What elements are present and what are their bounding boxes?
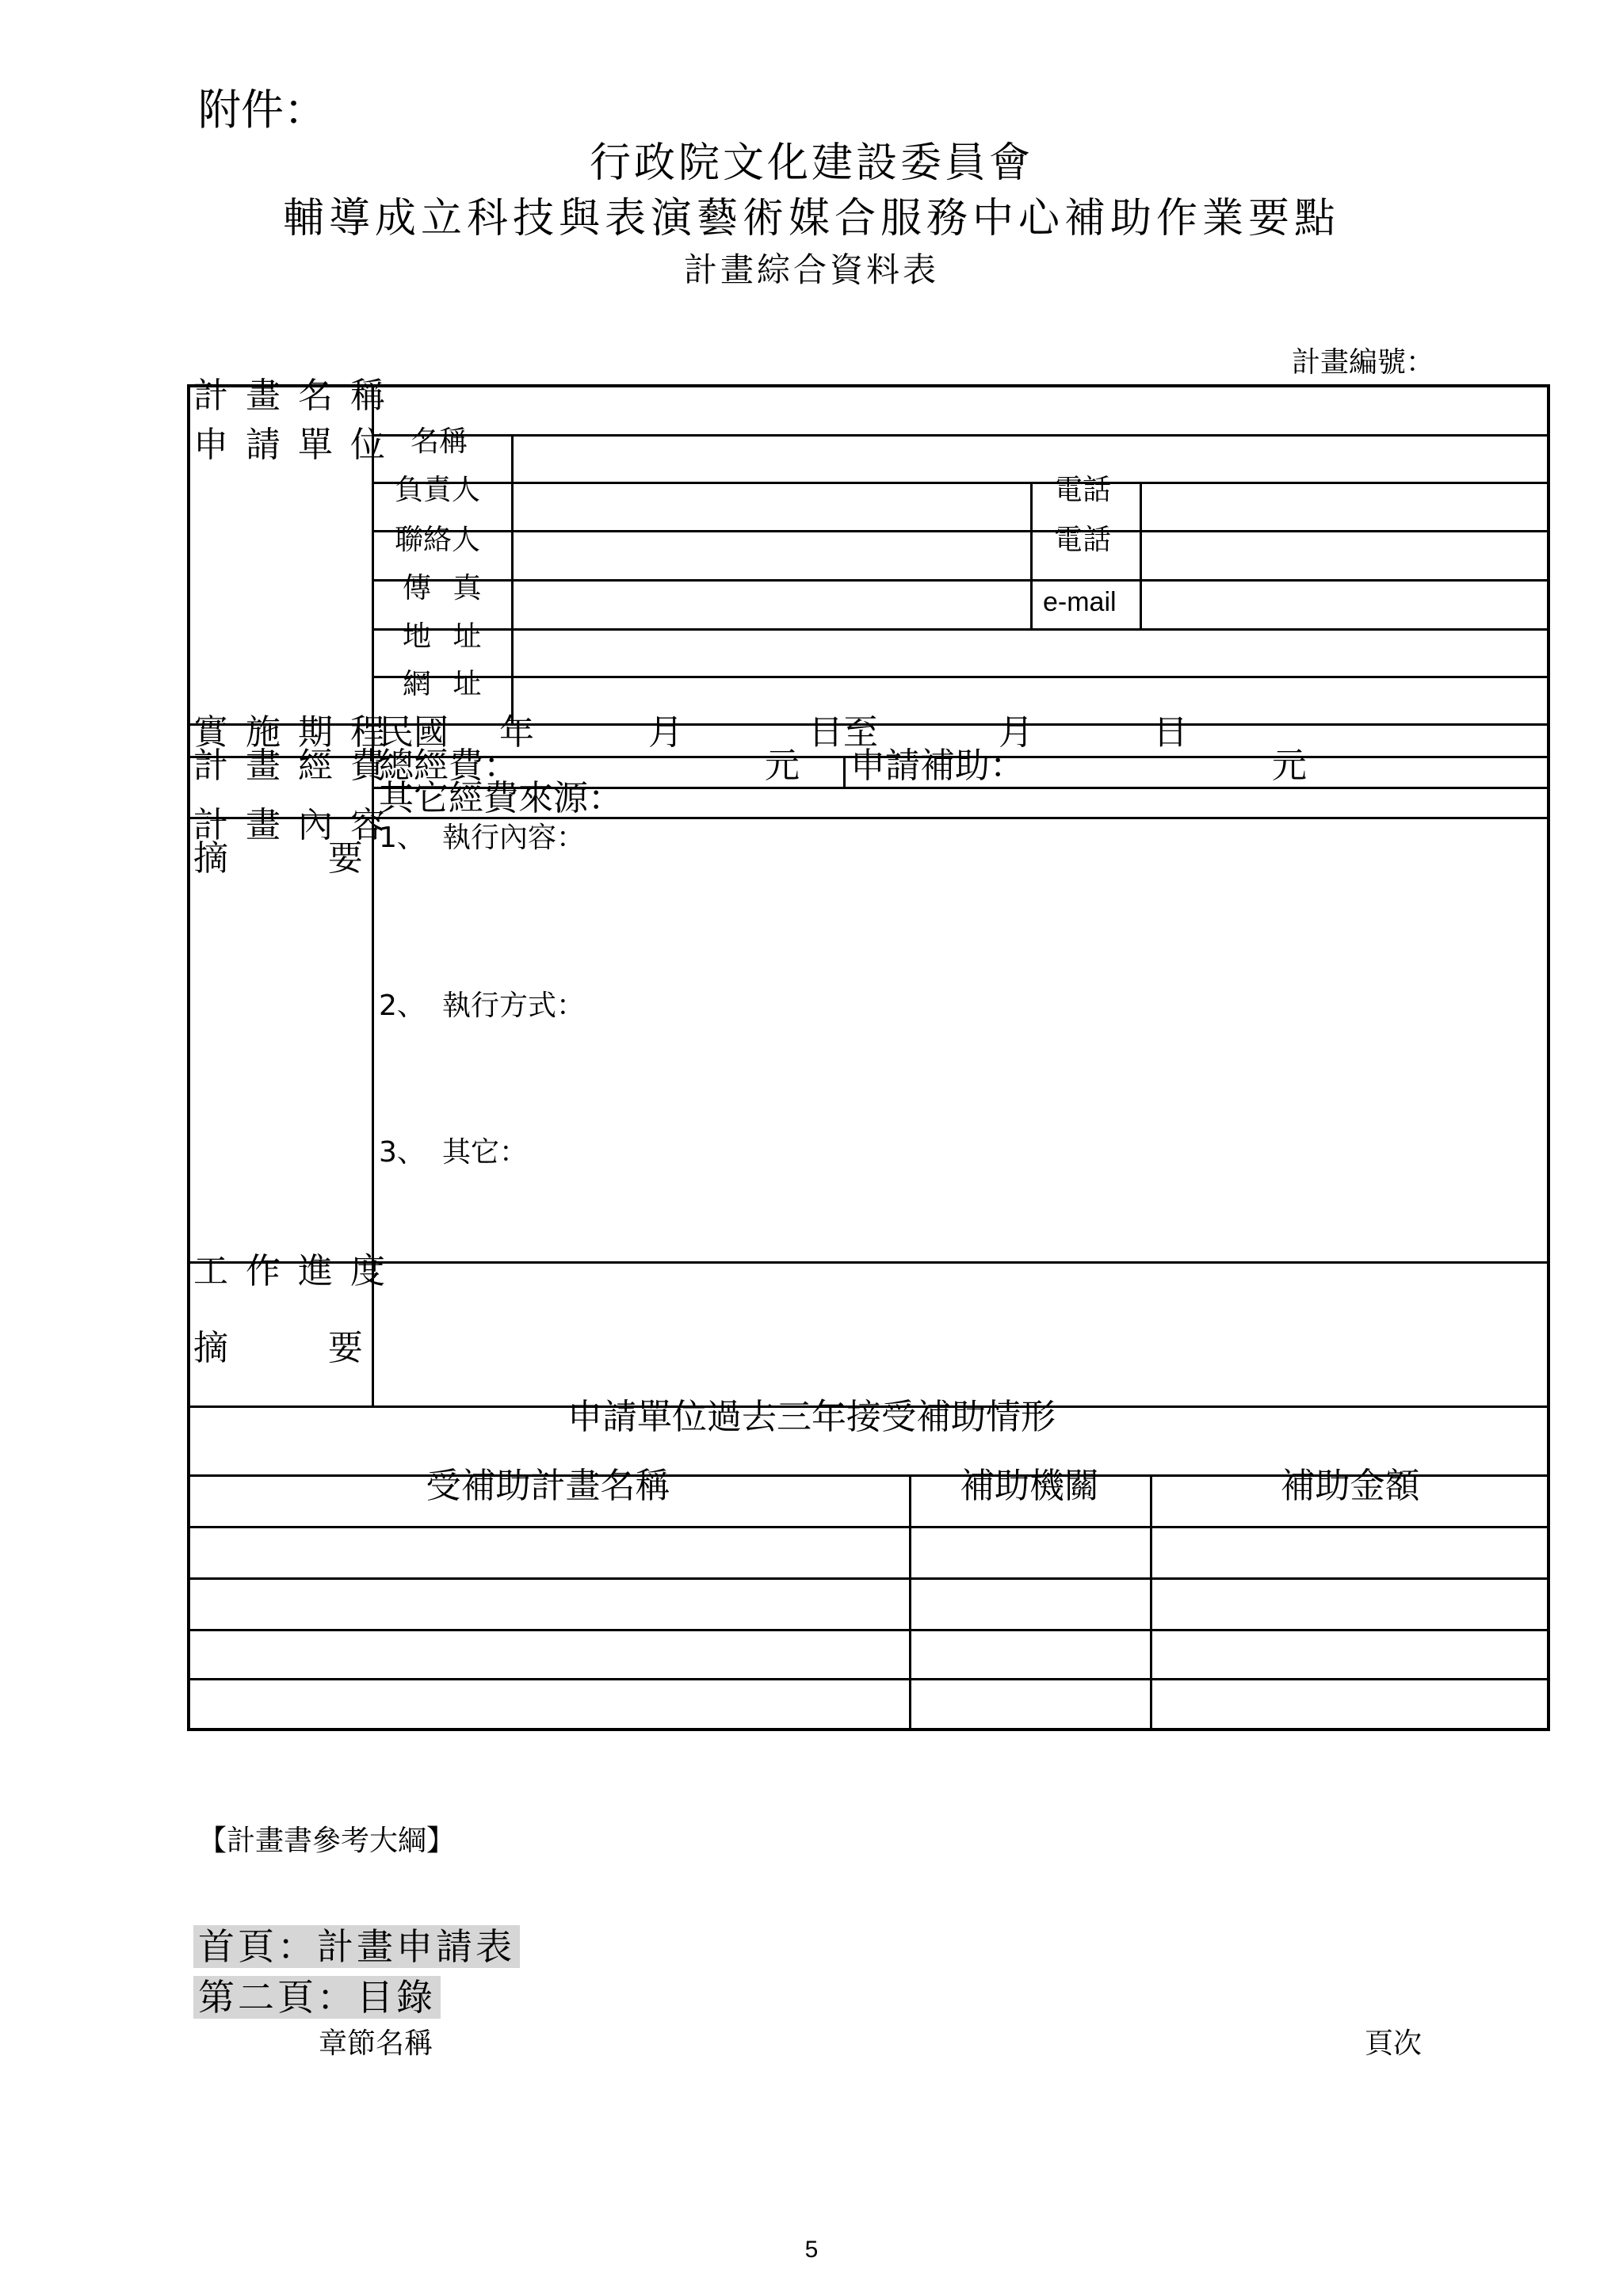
schedule-year: 年 [499,712,534,753]
outline-title: 【計畫書參考大綱】 [198,1825,456,1857]
applicant-unit-label: 申 請 單 位 [193,425,388,465]
rule [187,1261,1550,1264]
address-label: 地 址 [403,620,488,653]
org-name: 行政院文化建設委員會 [589,139,1033,187]
phone-label-2: 電話 [1054,524,1112,556]
rule [909,1474,911,1731]
content-item-num: 2、 [379,990,426,1022]
subsidy-request-label: 申請補助： [850,746,1025,786]
name-label: 名稱 [411,425,468,458]
progress-label: 工 作 進 度 [193,1251,388,1291]
fax-label: 傳 真 [403,572,488,605]
content-label: 計 畫 內 容 [193,805,388,845]
program-title: 輔導成立科技與表演藝術媒合服務中心補助作業要點 [282,195,1340,242]
content-item-num: 1、 [379,822,426,854]
plan-name-label: 計 畫 名 稱 [193,376,388,416]
attachment-label: 附件： [198,85,327,135]
schedule-label: 實 施 期 程 [193,712,388,753]
content-label-line2: 摘 要 [193,838,363,879]
rule [187,1526,1550,1528]
content-item-text: 執行方式： [442,990,586,1022]
yuan-1: 元 [765,746,800,786]
rule [372,482,1550,484]
progress-label-line2: 摘 要 [193,1328,363,1368]
rule [187,1577,1550,1580]
content-item-text: 其它： [442,1136,529,1169]
rule [372,579,1550,582]
page-number: 5 [804,2237,819,2263]
chapter-name-label: 章節名稱 [319,2027,433,2060]
contact-label: 聯絡人 [395,524,481,556]
total-budget-label: 總經費： [379,746,518,786]
outline-first-page: 首頁：計畫申請表 [193,1925,520,1968]
rule [843,756,846,787]
rule [187,1629,1550,1631]
other-funding-label: 其它經費來源： [379,778,623,818]
page-column-label: 頁次 [1365,2027,1423,2060]
outline-second-page: 第二頁：目錄 [193,1976,441,2019]
rule [372,628,1550,631]
budget-label: 計 畫 經 費 [193,746,388,786]
schedule-month-2: 月 [999,712,1033,753]
rule [1140,482,1142,628]
plan-summary-form [187,384,1550,1731]
website-label: 網 址 [403,668,488,700]
schedule-day-2: 日 [1153,712,1188,753]
content-item-num: 3、 [379,1136,426,1169]
schedule-era: 民國 [379,712,449,753]
column-header-agency: 補助機關 [960,1466,1099,1506]
email-label: e-mail [1043,587,1117,617]
column-header-plan-name: 受補助計畫名稱 [426,1466,670,1506]
rule [1030,482,1033,628]
plan-number-label: 計畫編號： [1292,346,1435,379]
rule [372,530,1550,532]
form-title: 計畫綜合資料表 [683,250,939,289]
rule [1150,1474,1152,1731]
responsible-label: 負責人 [395,474,481,506]
yuan-2: 元 [1272,746,1307,786]
content-item-text: 執行內容： [442,822,586,854]
column-header-amount: 補助金額 [1280,1466,1420,1506]
schedule-day-to: 日至 [808,712,878,753]
past-subsidy-title: 申請單位過去三年接受補助情形 [567,1397,1056,1437]
rule [372,676,1550,678]
phone-label-1: 電話 [1054,474,1112,506]
rule [511,434,514,723]
schedule-month-1: 月 [648,712,683,753]
rule [372,434,1550,437]
rule [187,1678,1550,1680]
